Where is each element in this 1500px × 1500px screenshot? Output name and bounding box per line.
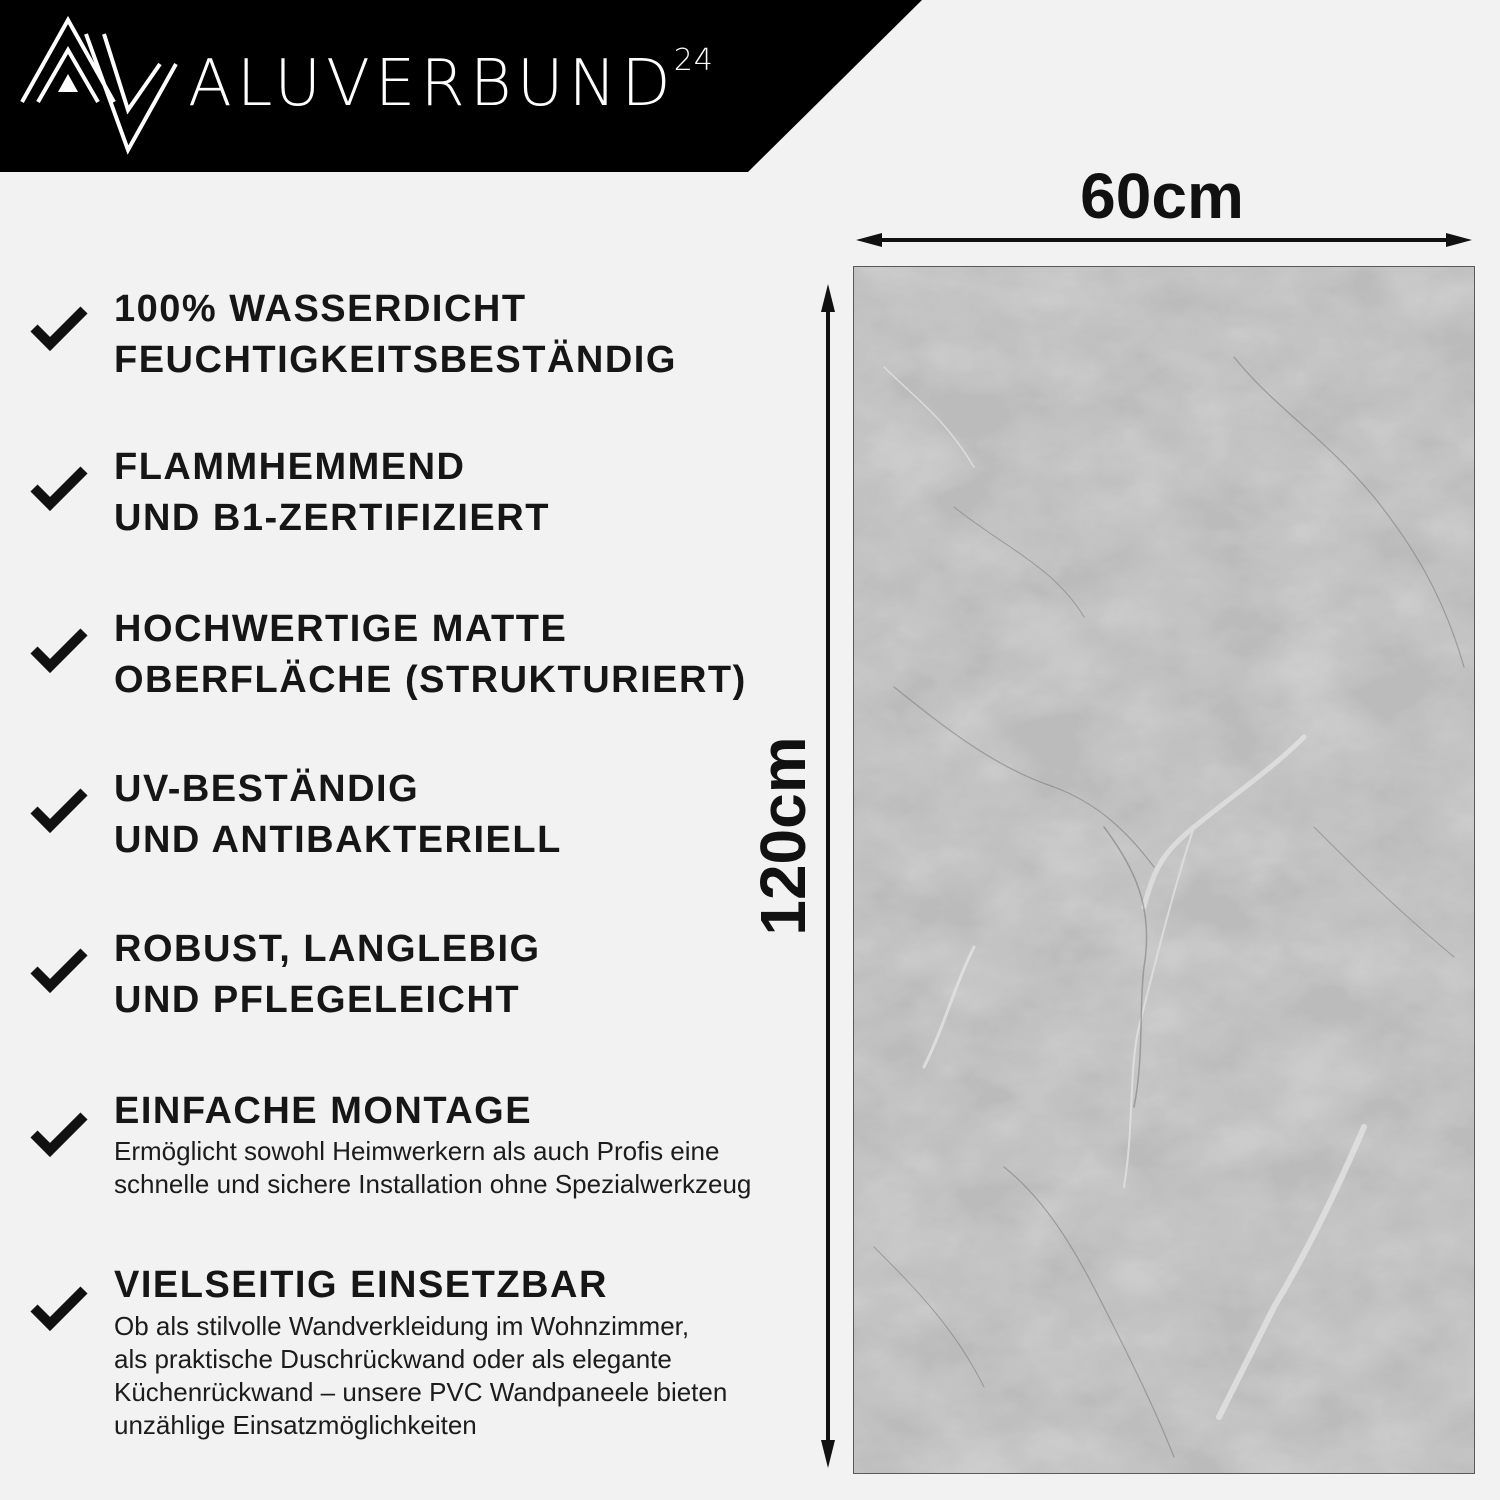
height-label: 120cm bbox=[747, 736, 819, 936]
marble-panel-image bbox=[853, 266, 1475, 1474]
marble-texture bbox=[854, 267, 1475, 1474]
feature-title: HOCHWERTIGE MATTE OBERFLÄCHE (STRUKTURIERT) bbox=[114, 608, 747, 701]
brand-banner bbox=[0, 0, 930, 172]
checkmark-icon bbox=[28, 462, 90, 514]
checkmark-icon bbox=[28, 1282, 90, 1334]
checkmark-icon bbox=[28, 784, 90, 836]
feature-title: 100% WASSERDICHT FEUCHTIGKEITSBESTÄNDIG bbox=[114, 288, 677, 381]
feature-title: EINFACHE MONTAGE bbox=[114, 1090, 533, 1132]
brand-name: ALUVERBUND$^{24}$ bbox=[188, 43, 714, 121]
feature-title: UV-BESTÄNDIG UND ANTIBAKTERIELL bbox=[114, 768, 562, 861]
height-arrow-icon bbox=[821, 284, 835, 1468]
feature-title: VIELSEITIG EINSETZBAR bbox=[114, 1264, 608, 1306]
feature-description: Ermöglicht sowohl Heimwerkern als auch Profis eine schnelle und sichere Installation ohne Spezialwerkzeug bbox=[114, 1136, 752, 1199]
width-arrow-icon bbox=[856, 233, 1472, 247]
checkmark-icon bbox=[28, 1108, 90, 1160]
feature-title: ROBUST, LANGLEBIG UND PFLEGELEICHT bbox=[114, 928, 541, 1021]
checkmark-icon bbox=[28, 302, 90, 354]
width-label: 60cm bbox=[1080, 160, 1244, 232]
checkmark-icon bbox=[28, 624, 90, 676]
brand-suffix: 24 bbox=[673, 43, 714, 78]
feature-description: Ob als stilvolle Wandverkleidung im Wohnzimmer, als praktische Duschrückwand oder als elegante Küchenrückwand – unsere PVC Wandpaneele bieten unzählige Einsatzmöglichkeiten bbox=[114, 1311, 728, 1440]
feature-title: FLAMMHEMMEND UND B1-ZERTIFIZIERT bbox=[114, 446, 550, 539]
checkmark-icon bbox=[28, 944, 90, 996]
